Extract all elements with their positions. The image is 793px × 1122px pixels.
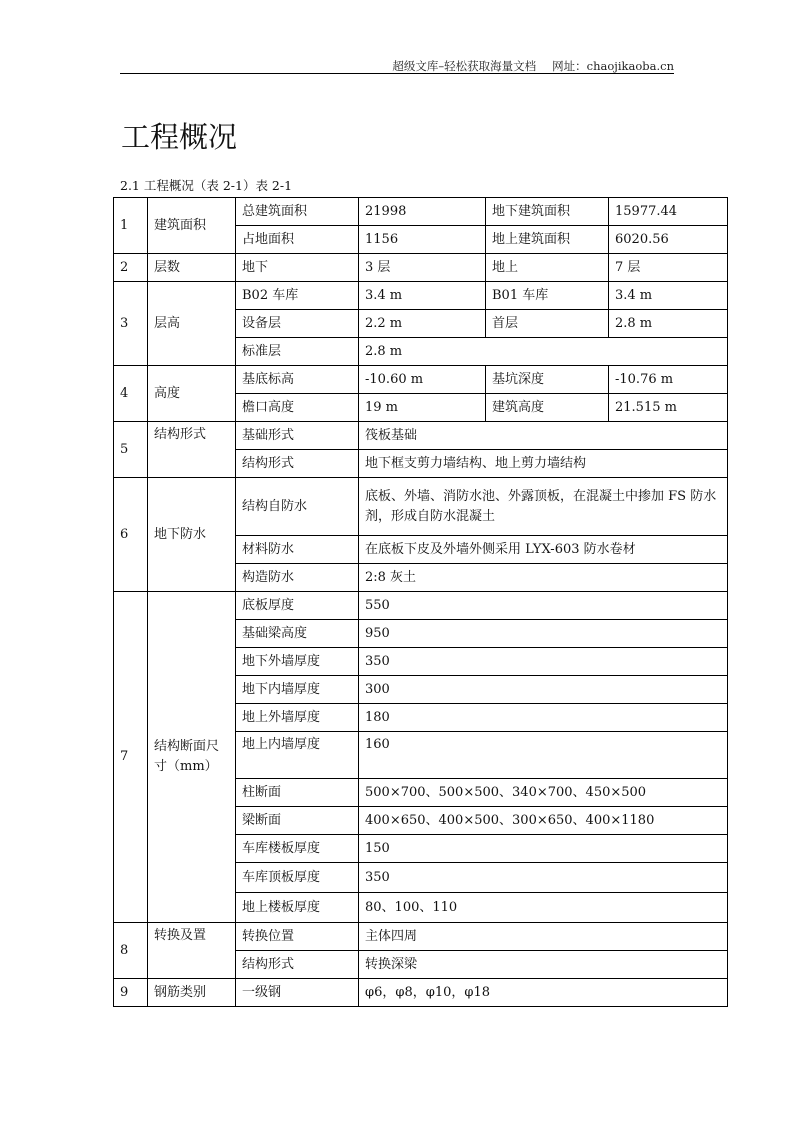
table-cell: 7 层 <box>609 254 728 282</box>
table-cell: 标准层 <box>236 338 359 366</box>
table-cell: 地上 <box>486 254 609 282</box>
table-cell: 地上楼板厚度 <box>236 893 359 923</box>
table-cell: 地上建筑面积 <box>486 226 609 254</box>
table-cell: 550 <box>359 592 728 620</box>
table-cell: 基础形式 <box>236 422 359 450</box>
table-row <box>114 979 728 1007</box>
table-cell: 基底标高 <box>236 366 359 394</box>
table-cell: 转换位置 <box>236 923 359 951</box>
table-cell: 地下外墙厚度 <box>236 648 359 676</box>
table-cell: 设备层 <box>236 310 359 338</box>
row-number: 3 <box>114 282 148 366</box>
table-cell: 160 <box>359 732 728 779</box>
row-category: 钢筋类别 <box>148 979 236 1007</box>
page-header <box>392 58 674 74</box>
table-row <box>114 422 728 450</box>
table-cell: 180 <box>359 704 728 732</box>
table-cell: 构造防水 <box>236 564 359 592</box>
table-cell: 21.515 m <box>609 394 728 422</box>
table-cell: 地下内墙厚度 <box>236 676 359 704</box>
header-url: 网址：chaojikaoba.cn <box>552 59 674 73</box>
table-cell: 2.8 m <box>609 310 728 338</box>
row-category: 建筑面积 <box>148 198 236 254</box>
table-cell: 地下 <box>236 254 359 282</box>
table-cell: 车库楼板厚度 <box>236 835 359 863</box>
table-cell: 500×700、500×500、340×700、450×500 <box>359 779 728 807</box>
header-site-name: 超级文库–轻松获取海量文档 <box>392 59 537 73</box>
table-cell: B02 车库 <box>236 282 359 310</box>
table-cell: 首层 <box>486 310 609 338</box>
table-cell: 350 <box>359 863 728 893</box>
table-cell: B01 车库 <box>486 282 609 310</box>
table-cell: 在底板下皮及外墙外侧采用 LYX-603 防水卷材 <box>359 536 728 564</box>
table-cell: 占地面积 <box>236 226 359 254</box>
table-cell: 一级钢 <box>236 979 359 1007</box>
row-number: 2 <box>114 254 148 282</box>
table-cell: 转换深梁 <box>359 951 728 979</box>
table-cell: 80、100、110 <box>359 893 728 923</box>
table-cell: 柱断面 <box>236 779 359 807</box>
table-cell: 2:8 灰土 <box>359 564 728 592</box>
table-cell: 车库顶板厚度 <box>236 863 359 893</box>
table-row <box>114 198 728 226</box>
table-cell: 400×650、400×500、300×650、400×1180 <box>359 807 728 835</box>
table-cell: 梁断面 <box>236 807 359 835</box>
row-number: 8 <box>114 923 148 979</box>
table-cell: -10.60 m <box>359 366 486 394</box>
table-row <box>114 366 728 394</box>
table-cell: 材料防水 <box>236 536 359 564</box>
table-cell: 3 层 <box>359 254 486 282</box>
row-category: 层高 <box>148 282 236 366</box>
table-cell: φ6，φ8，φ10，φ18 <box>359 979 728 1007</box>
table-cell: 15977.44 <box>609 198 728 226</box>
table-cell: 檐口高度 <box>236 394 359 422</box>
table-cell: 3.4 m <box>609 282 728 310</box>
table-cell: 底板厚度 <box>236 592 359 620</box>
table-row <box>114 923 728 951</box>
table-cell: 地下框支剪力墙结构、地上剪力墙结构 <box>359 450 728 478</box>
page-title: 工程概况 <box>121 120 238 154</box>
row-category: 转换及置 <box>148 923 236 979</box>
table-caption: 2.1 工程概况（表 2-1）表 2-1 <box>120 178 293 193</box>
row-number: 5 <box>114 422 148 478</box>
table-cell: 350 <box>359 648 728 676</box>
table-cell: 21998 <box>359 198 486 226</box>
project-overview-table <box>113 197 728 1007</box>
row-category: 高度 <box>148 366 236 422</box>
table-cell: 19 m <box>359 394 486 422</box>
table-cell: 结构形式 <box>236 951 359 979</box>
table-row <box>114 478 728 536</box>
row-category: 地下防水 <box>148 478 236 592</box>
table-cell: 基坑深度 <box>486 366 609 394</box>
table-cell: 6020.56 <box>609 226 728 254</box>
row-number: 9 <box>114 979 148 1007</box>
table-cell: 3.4 m <box>359 282 486 310</box>
table-cell: 基础梁高度 <box>236 620 359 648</box>
table-row <box>114 254 728 282</box>
row-number: 7 <box>114 592 148 923</box>
table-row <box>114 282 728 310</box>
table-cell: 地上外墙厚度 <box>236 704 359 732</box>
table-cell: 300 <box>359 676 728 704</box>
row-category: 结构形式 <box>148 422 236 478</box>
row-category: 结构断面尺寸（mm） <box>148 592 236 923</box>
table-cell: 建筑高度 <box>486 394 609 422</box>
header-rule <box>120 73 674 74</box>
table-cell: 2.2 m <box>359 310 486 338</box>
table-cell: -10.76 m <box>609 366 728 394</box>
table-cell: 总建筑面积 <box>236 198 359 226</box>
table-cell: 结构自防水 <box>236 478 359 536</box>
table-cell: 主体四周 <box>359 923 728 951</box>
table-cell: 地下建筑面积 <box>486 198 609 226</box>
table-cell: 2.8 m <box>359 338 728 366</box>
table-cell: 950 <box>359 620 728 648</box>
table-cell: 地上内墙厚度 <box>236 732 359 779</box>
table-cell: 结构形式 <box>236 450 359 478</box>
table-cell: 1156 <box>359 226 486 254</box>
table-cell: 底板、外墙、消防水池、外露顶板，在混凝土中掺加 FS 防水剂，形成自防水混凝土 <box>359 478 728 536</box>
row-number: 1 <box>114 198 148 254</box>
row-number: 6 <box>114 478 148 592</box>
table-row <box>114 592 728 620</box>
row-category: 层数 <box>148 254 236 282</box>
row-number: 4 <box>114 366 148 422</box>
table-cell: 筏板基础 <box>359 422 728 450</box>
table-cell: 150 <box>359 835 728 863</box>
